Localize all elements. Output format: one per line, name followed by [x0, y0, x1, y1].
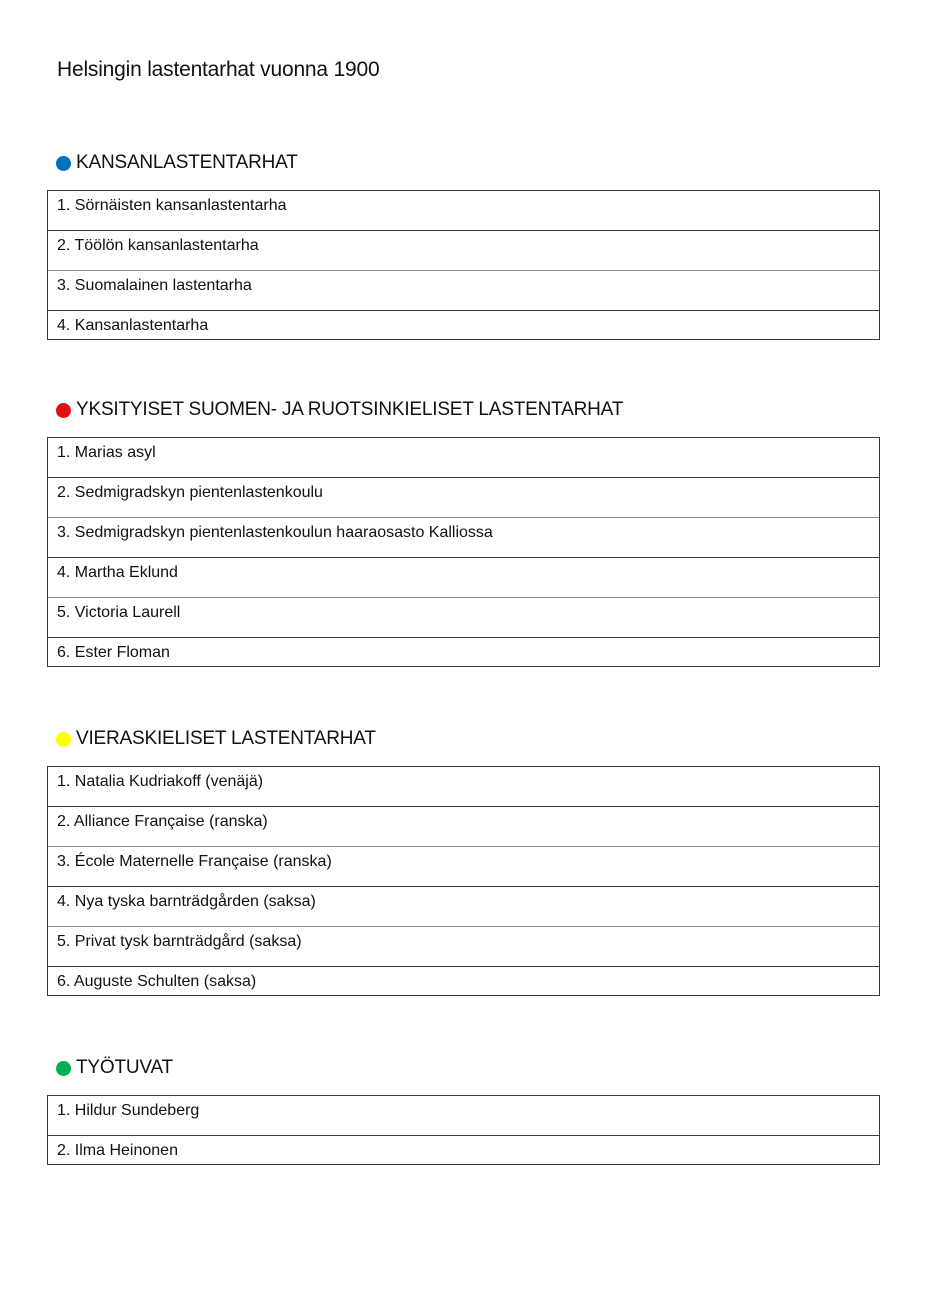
list-item: 6. Ester Floman	[57, 644, 170, 661]
list-item: 6. Auguste Schulten (saksa)	[57, 973, 257, 990]
page-title: Helsingin lastentarhat vuonna 1900	[57, 58, 380, 81]
list-item: 4. Nya tyska barnträdgården (saksa)	[48, 887, 879, 927]
list-item: 4. Kansanlastentarha	[57, 317, 209, 334]
list-item: 1. Marias asyl	[48, 438, 879, 478]
blue-dot-icon	[56, 156, 71, 171]
section-heading	[56, 1055, 880, 1081]
list-item: 1. Natalia Kudriakoff (venäjä)	[48, 767, 879, 807]
list-table	[47, 1095, 880, 1165]
list-item: 3. Suomalainen lastentarha	[48, 271, 879, 311]
section-heading-label: KANSANLASTENTARHAT	[76, 152, 298, 173]
list-item: 5. Victoria Laurell	[48, 598, 879, 638]
list-item: 2. Sedmigradskyn pientenlastenkoulu	[48, 478, 879, 518]
red-dot-icon	[56, 403, 71, 418]
list-item: 2. Töölön kansanlastentarha	[48, 231, 879, 271]
list-item: 3. Sedmigradskyn pientenlastenkoulun haaraosasto Kalliossa	[48, 518, 879, 558]
list-table	[47, 190, 880, 340]
list-item: 1. Sörnäisten kansanlastentarha	[48, 191, 879, 231]
section-heading-label: TYÖTUVAT	[76, 1057, 173, 1078]
list-item: 5. Privat tysk barnträdgård (saksa)	[48, 927, 879, 967]
section-kansanlastentarhat	[47, 150, 880, 340]
list-item: 2. Ilma Heinonen	[57, 1142, 178, 1159]
section-yksityiset	[47, 397, 880, 667]
yellow-dot-icon	[56, 732, 71, 747]
section-heading-label: YKSITYISET SUOMEN- JA RUOTSINKIELISET LASTENTARHAT	[76, 399, 624, 420]
section-heading-label: VIERASKIELISET LASTENTARHAT	[76, 728, 376, 749]
list-table	[47, 437, 880, 667]
section-tyotuvat	[47, 1055, 880, 1165]
list-item: 4. Martha Eklund	[48, 558, 879, 598]
section-heading	[56, 150, 880, 176]
list-item: 2. Alliance Française (ranska)	[48, 807, 879, 847]
list-table	[47, 766, 880, 996]
section-vieraskieliset	[47, 726, 880, 996]
list-item: 1. Hildur Sundeberg	[48, 1096, 879, 1136]
section-heading	[56, 397, 880, 423]
green-dot-icon	[56, 1061, 71, 1076]
section-heading	[56, 726, 880, 752]
list-item: 3. École Maternelle Française (ranska)	[48, 847, 879, 887]
